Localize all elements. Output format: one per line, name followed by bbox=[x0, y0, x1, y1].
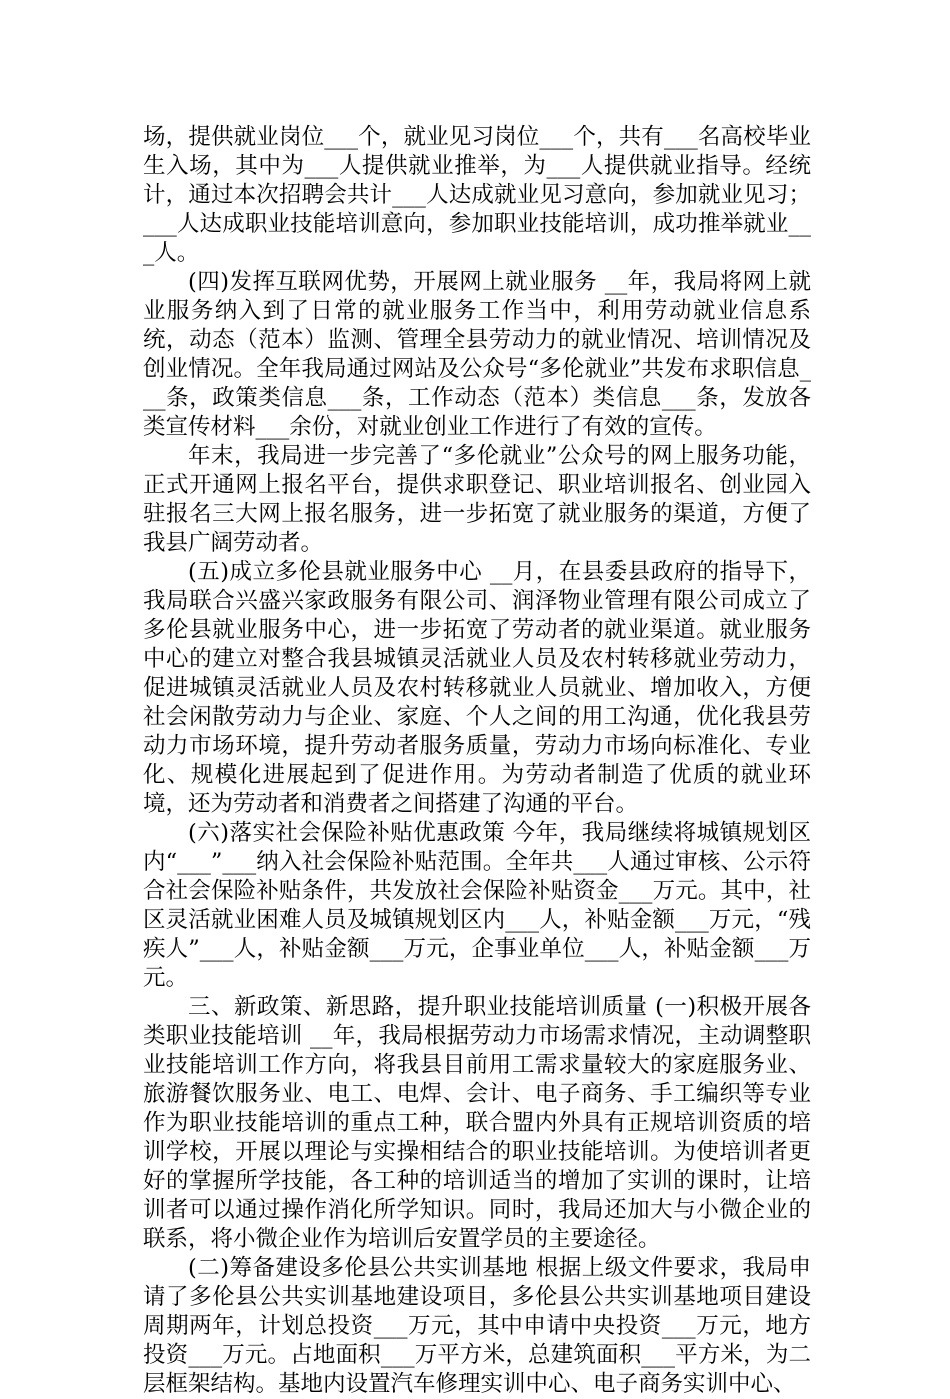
paragraph-1: 场，提供就业岗位___个，就业见习岗位___个，共有___名高校毕业生入场，其中为___人提供就业推举，为___人提供就业指导。经统计，通过本次招聘会共计___人达成就业见习意向，参加就业见习；___人达成职业技能培训意向，参加职业技能培训，成功推举就业___人。 bbox=[143, 124, 811, 266]
paragraph-3: 年末，我局进一步完善了“多伦就业”公众号的网上服务功能，正式开通网上报名平台，提供求职登记、职业培训报名、创业园入驻报名三大网上报名服务，进一步拓宽了就业服务的渠道，方便了我县广阔劳动者。 bbox=[143, 443, 811, 556]
paragraph-6: 三、新政策、新思路，提升职业技能培训质量 (一)积极开展各类职业技能培训 __年，我局根据劳动力市场需求情况，主动调整职业技能培训工作方向，将我县目前用工需求量较大的家庭服务业、旅游餐饮服务业、电工、电焊、会计、电子商务、手工编织等专业作为职业技能培训的重点工种，联合盟内外具有正规培训资质的培训学校，开展以理论与实操相结合的职业技能培训。为使培训者更好的掌握所学技能，各工种的培训适当的增加了实训的课时，让培训者可以通过操作消化所学知识。同时，我局还加大与小微企业的联系，将小微企业作为培训后安置学员的主要途径。 bbox=[143, 994, 811, 1252]
paragraph-4: (五)成立多伦县就业服务中心 __月，在县委县政府的指导下，我局联合兴盛兴家政服务有限公司、润泽物业管理有限公司成立了多伦县就业服务中心，进一步拓宽了劳动者的就业渠道。就业服务中心的建立对整合我县城镇灵活就业人员及农村转移就业劳动力，促进城镇灵活就业人员及农村转移就业人员就业、增加收入，方便社会闲散劳动力与企业、家庭、个人之间的用工沟通，优化我县劳动力市场环境，提升劳动者服务质量，劳动力市场向标准化、专业化、规模化进展起到了促进作用。为劳动者制造了优质的就业环境，还为劳动者和消费者之间搭建了沟通的平台。 bbox=[143, 559, 811, 817]
paragraph-2: (四)发挥互联网优势，开展网上就业服务 __年，我局将网上就业服务纳入到了日常的就业服务工作当中，利用劳动就业信息系统，动态（范本）监测、管理全县劳动力的就业情况、培训情况及创业情况。全年我局通过网站及公众号“多伦就业”共发布求职信息___条，政策类信息___条，工作动态（范本）类信息___条，发放各类宣传材料___余份，对就业创业工作进行了有效的宣传。 bbox=[143, 269, 811, 440]
document-body bbox=[143, 123, 811, 1399]
paragraph-7: (二)筹备建设多伦县公共实训基地 根据上级文件要求，我局申请了多伦县公共实训基地建设项目，多伦县公共实训基地项目建设周期两年，计划总投资___万元，其中申请中央投资___万元，地方投资___万元。占地面积___万平方米，总建筑面积___平方米，为二层框架结构。基地内设置汽车修理实训中心、电子商务实训中心、 bbox=[143, 1255, 811, 1397]
paragraph-5: (六)落实社会保险补贴优惠政策 今年，我局继续将城镇规划区内“___”___纳入社会保险补贴范围。全年共___人通过审核、公示符合社会保险补贴条件，共发放社会保险补贴资金___万元。其中，社区灵活就业困难人员及城镇规划区内___人，补贴金额___万元，“残疾人”___人，补贴金额___万元，企事业单位___人，补贴金额___万元。 bbox=[143, 820, 811, 991]
